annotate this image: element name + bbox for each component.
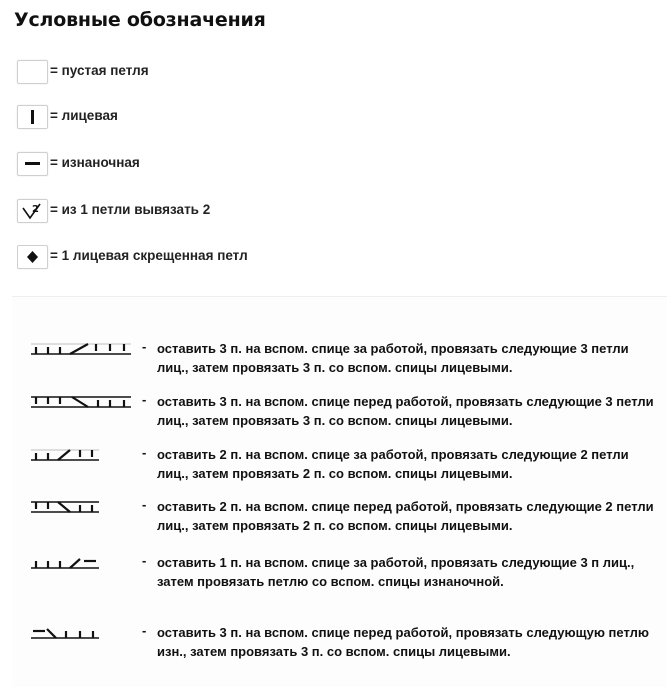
legend-item-empty bbox=[17, 60, 217, 86]
cable-description: оставить 2 п. на вспом. спице за работой, провязать следующие 2 петли лиц., затем провязать 2 п. со вспом. спицы лицевыми. bbox=[157, 447, 629, 481]
legend-text: = пустая петля bbox=[50, 63, 149, 78]
cable-description: оставить 3 п. на вспом. спице перед работой, провязать следующую петлю изн., затем провязать 3 п. со вспом. спицы лицевыми. bbox=[157, 625, 650, 659]
svg-text:2: 2 bbox=[32, 204, 39, 215]
cable-3-3-left-icon bbox=[30, 395, 132, 409]
empty-stitch-icon bbox=[17, 60, 48, 84]
twisted-knit-icon bbox=[17, 245, 48, 269]
cable-2-2-left-icon bbox=[30, 500, 100, 514]
legend-text: = лицевая bbox=[50, 108, 118, 123]
cable-3-1-purl-left-icon bbox=[30, 626, 100, 640]
dash: - bbox=[142, 392, 147, 407]
cable-item bbox=[12, 497, 667, 537]
dash: - bbox=[142, 445, 147, 460]
legend-item-purl bbox=[17, 152, 217, 178]
cable-description: оставить 3 п. на вспом. спице перед работой, провязать следующие 3 петли лиц., затем провязать 3 п. со вспом. спицы лицевыми. bbox=[157, 394, 654, 428]
cable-item bbox=[12, 553, 667, 593]
legend-item-increase bbox=[17, 199, 277, 225]
cable-3-1-purl-right-icon bbox=[30, 556, 100, 570]
cable-description: оставить 2 п. на вспом. спице перед работой, провязать следующие 2 петли лиц., затем провязать 2 п. со вспом. спицы лицевыми. bbox=[157, 499, 654, 533]
legend-text: = 1 лицевая скрещенная петл bbox=[50, 248, 248, 263]
cable-item bbox=[12, 392, 667, 432]
cable-item bbox=[12, 623, 667, 663]
cable-item bbox=[12, 445, 667, 485]
dash: - bbox=[142, 339, 147, 354]
knit-stitch-icon bbox=[17, 105, 48, 129]
purl-stitch-icon bbox=[17, 152, 48, 176]
dash: - bbox=[142, 623, 147, 638]
increase-2-icon bbox=[17, 199, 48, 223]
cable-item bbox=[12, 339, 667, 379]
dash: - bbox=[142, 553, 147, 568]
legend-item-knit bbox=[17, 105, 217, 131]
page-title: Условные обозначения bbox=[14, 9, 266, 31]
legend-text: = изнаночная bbox=[50, 155, 140, 170]
cable-3-3-right-icon bbox=[30, 342, 132, 356]
legend-item-twisted bbox=[17, 245, 257, 271]
cable-2-2-right-icon bbox=[30, 448, 100, 462]
cable-description: оставить 3 п. на вспом. спице за работой, провязать следующие 3 петли лиц., затем провязать 3 п. со вспом. спицы лицевыми. bbox=[157, 341, 629, 375]
cable-description: оставить 1 п. на вспом. спице за работой, провязать следующие 3 п лиц., затем провязать петлю со вспом. спицы изнаночной. bbox=[157, 555, 635, 589]
legend-text: = из 1 петли вывязать 2 bbox=[50, 202, 211, 217]
dash: - bbox=[142, 497, 147, 512]
cable-legend-panel bbox=[12, 296, 667, 687]
